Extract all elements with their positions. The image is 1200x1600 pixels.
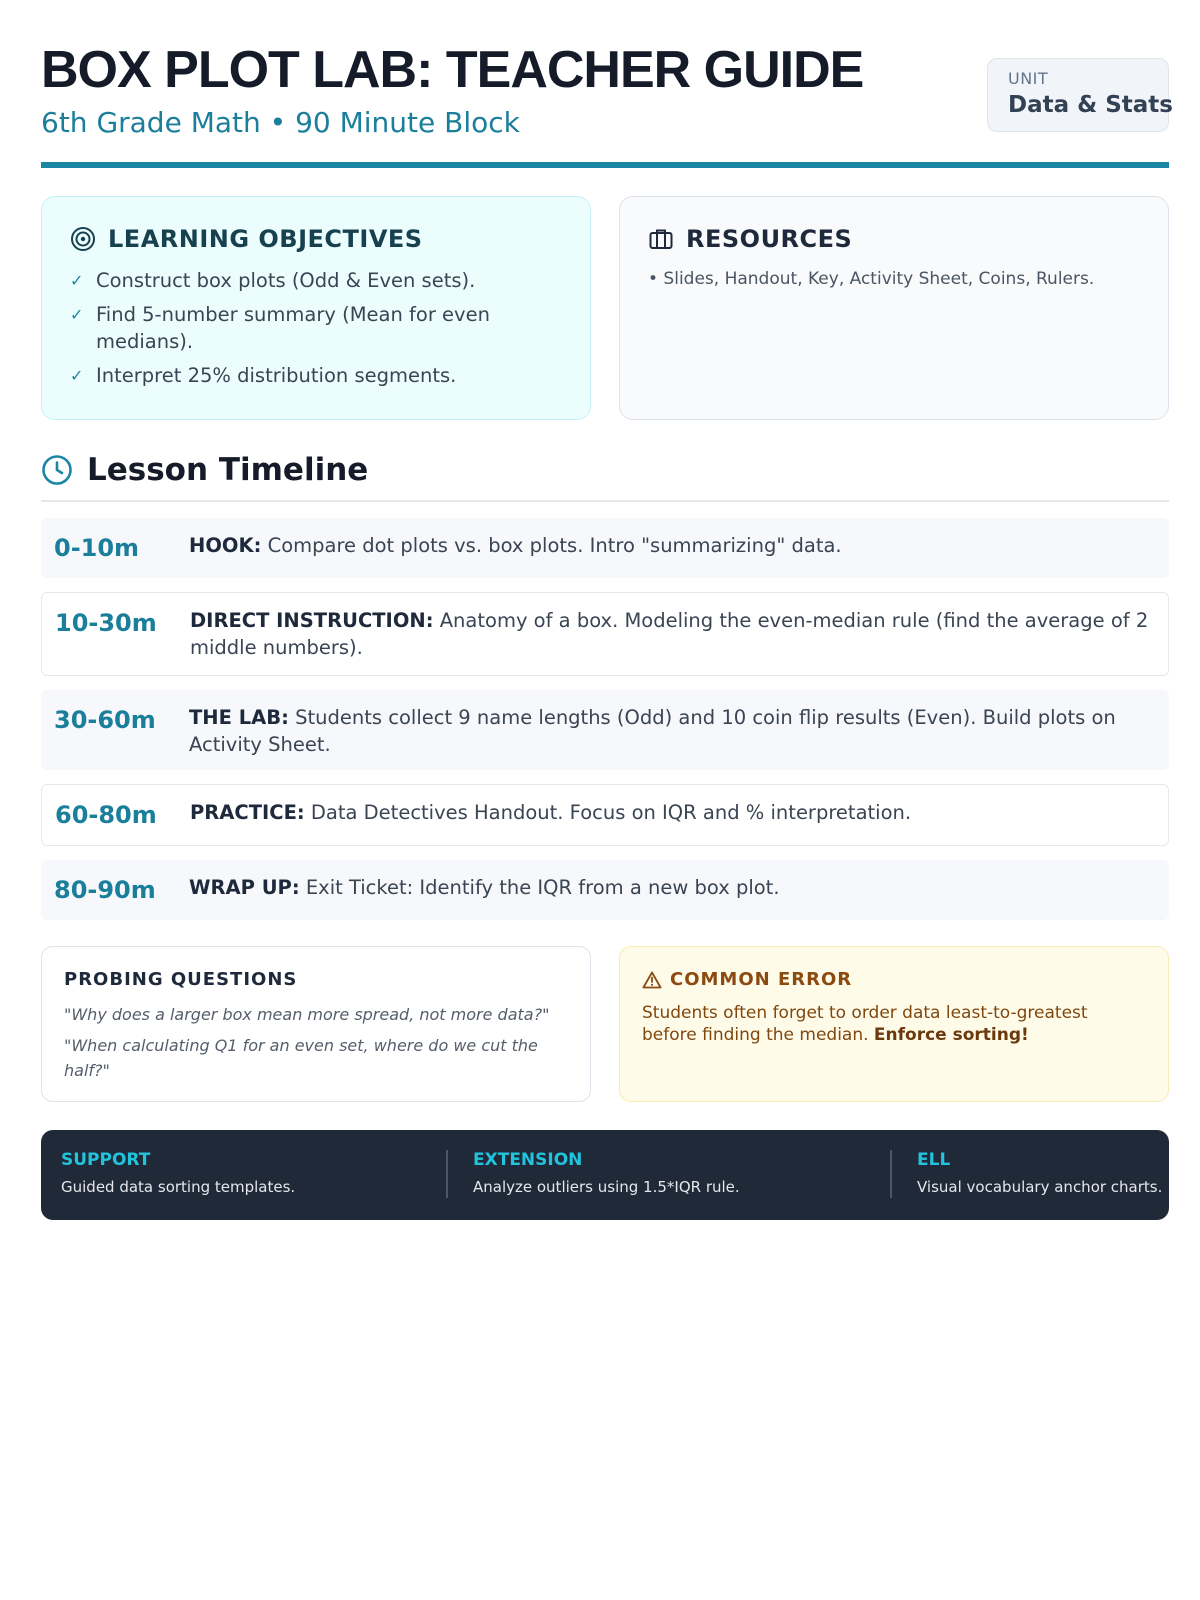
timeline-text: Students collect 9 name lengths (Odd) and 10 coin flip results (Even). Build plots on Activity Sheet. [189, 706, 1116, 756]
unit-label: UNIT [1008, 69, 1049, 88]
timeline-description [189, 704, 1169, 758]
timeline-row [41, 784, 1169, 846]
timeline-text: Anatomy of a box. Modeling the even-median rule (find the average of 2 middle numbers). [190, 609, 1149, 659]
support-column [61, 1150, 295, 1196]
objectives-title: LEARNING OBJECTIVES [108, 225, 423, 253]
ell-column [917, 1150, 1162, 1196]
objectives-header [70, 225, 562, 253]
clock-icon [41, 454, 73, 486]
timeline-time: 10-30m [55, 609, 157, 637]
page-title: BOX PLOT LAB: TEACHER GUIDE [41, 41, 864, 99]
error-emphasis: Enforce sorting! [873, 1025, 1029, 1045]
objective-item [70, 301, 562, 355]
objective-text: Construct box plots (Odd & Even sets). [96, 269, 476, 292]
ell-text: Visual vocabulary anchor charts. [917, 1178, 1163, 1196]
warning-icon [642, 971, 662, 989]
resources-list: • Slides, Handout, Key, Activity Sheet, Coins, Rulers. [648, 269, 1095, 289]
timeline-row [41, 592, 1169, 676]
timeline-description [190, 607, 1168, 661]
page-header [41, 0, 1173, 168]
page-subtitle: 6th Grade Math • 90 Minute Block [41, 106, 520, 139]
timeline-label: HOOK: [189, 534, 262, 557]
timeline-label: WRAP UP: [189, 876, 300, 899]
timeline-label: DIRECT INSTRUCTION: [190, 609, 434, 632]
timeline-description [189, 532, 1169, 559]
common-error-header [642, 969, 1146, 990]
timeline-row [41, 860, 1169, 920]
extension-label: EXTENSION [473, 1150, 583, 1170]
timeline-time: 60-80m [55, 801, 157, 829]
timeline-text: Compare dot plots vs. box plots. Intro "summarizing" data. [267, 534, 842, 557]
briefcase-icon [648, 226, 674, 252]
probing-question: "When calculating Q1 for an even set, where do we cut the half?" [64, 1036, 538, 1080]
notes-cards [41, 946, 1169, 1102]
common-error-title: COMMON ERROR [670, 969, 853, 990]
timeline-label: PRACTICE: [190, 801, 305, 824]
check-icon: ✓ [70, 305, 84, 324]
target-icon [70, 226, 96, 252]
strip-divider [446, 1150, 448, 1198]
resources-header [648, 225, 1140, 253]
timeline-description [189, 874, 1169, 901]
objective-text: Interpret 25% distribution segments. [96, 364, 457, 387]
check-icon: ✓ [70, 366, 84, 385]
timeline-row [41, 518, 1169, 578]
resources-card [619, 196, 1169, 420]
overview-cards [41, 196, 1169, 420]
objectives-list [70, 267, 562, 389]
objective-text: Find 5-number summary (Mean for even medians). [96, 303, 490, 353]
common-error-card [619, 946, 1169, 1102]
unit-badge [987, 58, 1173, 132]
timeline-time: 0-10m [54, 534, 140, 562]
timeline-row [41, 690, 1169, 770]
resources-title: RESOURCES [686, 225, 853, 253]
unit-value: Data & Stats [1008, 92, 1173, 118]
timeline-label: THE LAB: [189, 706, 289, 729]
extension-column [473, 1150, 740, 1196]
timeline-title: Lesson Timeline [87, 452, 369, 488]
objective-item [70, 267, 562, 294]
strip-divider [890, 1150, 892, 1198]
timeline-header [41, 452, 1169, 502]
probing-question: "Why does a larger box mean more spread, not more data?" [64, 1005, 550, 1024]
timeline-text: Data Detectives Handout. Focus on IQR and % interpretation. [310, 801, 912, 824]
ell-label: ELL [917, 1150, 951, 1170]
differentiation-strip [41, 1130, 1169, 1220]
timeline-time: 80-90m [54, 876, 156, 904]
support-text: Guided data sorting templates. [61, 1178, 296, 1196]
probing-questions-title: PROBING QUESTIONS [64, 969, 298, 990]
check-icon: ✓ [70, 271, 84, 290]
teacher-guide-page [41, 0, 1173, 1196]
extension-text: Analyze outliers using 1.5*IQR rule. [473, 1178, 740, 1196]
probing-questions-card [41, 946, 591, 1102]
timeline-description [190, 799, 1168, 826]
objective-item [70, 362, 562, 389]
error-description: Students often forget to order data least-to-greatest before finding the median. [642, 1003, 1088, 1045]
support-label: SUPPORT [61, 1150, 151, 1170]
timeline-time: 30-60m [54, 706, 156, 734]
learning-objectives-card [41, 196, 591, 420]
timeline-text: Exit Ticket: Identify the IQR from a new box plot. [305, 876, 780, 899]
common-error-text [642, 1002, 1146, 1046]
